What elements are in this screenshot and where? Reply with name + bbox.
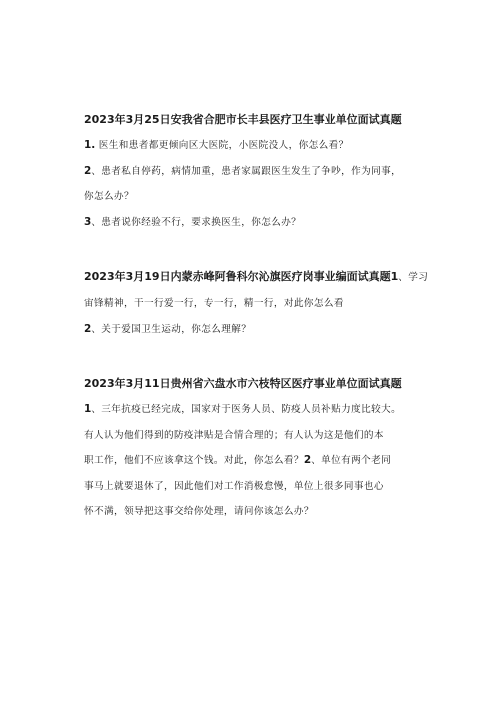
- question-text: 、三年抗疫已经完成，国家对于医务人员、防疫人员补贴力度比较大。: [91, 404, 402, 415]
- question-text: 事马上就要退休了，因此他们对工作消极怠慢，单位上很多同事也心: [84, 480, 384, 492]
- question-text: 、关于爱国卫生运动，你怎么理解？: [91, 323, 252, 335]
- question-text: 、患者私自停药，病情加重，患者家属跟医生发生了争吵，作为同事，: [91, 165, 402, 177]
- question-text: 医生和患者都更倾向区大医院，小医院没人，你怎么看？: [95, 140, 349, 151]
- question-line: [84, 397, 424, 423]
- question-text: 、单位有两个老同: [311, 455, 392, 466]
- question-line: [84, 423, 424, 449]
- question-line: [84, 499, 424, 525]
- question-line: [84, 210, 424, 236]
- question-number: 2: [303, 454, 312, 466]
- section-title: 2023年3月19日内蒙赤峰阿鲁科尔沁旗医疗岗事业编面试真题1: [84, 270, 399, 283]
- question-number: 1: [84, 403, 92, 415]
- question-text: 你怎么办？: [84, 191, 134, 202]
- section-title: 2023年3月25日安我省合肥市长丰县医疗卫生事业单位面试真题: [84, 113, 402, 126]
- section-title-line: [84, 267, 429, 287]
- exam-section-hefei: [84, 110, 424, 235]
- exam-section-chifeng: [84, 267, 429, 342]
- question-text: 有人认为他们得到的防疫津贴是合情合理的；有人认为这是他们的本: [84, 429, 384, 441]
- question-line: [84, 474, 424, 500]
- question-text: 宙锋精神，干一行爱一行，专一行，精一行，对此你怎么看: [84, 298, 344, 309]
- question-line: [84, 291, 424, 317]
- question-line: [84, 448, 424, 474]
- question-number: 2: [84, 322, 92, 335]
- exam-section-liupanshui: [84, 374, 424, 525]
- question-line: [84, 317, 424, 343]
- section-title: 2023年3月11日贵州省六盘水市六枝特区医疗事业单位面试真题: [84, 377, 402, 390]
- question-text: 职工作，他们不应该拿这个钱。对此，你怎么看？: [84, 455, 304, 466]
- question-text: 、患者说你经验不行，要求换医生，你怎么办？: [91, 216, 302, 228]
- question-number: 1.: [84, 139, 96, 151]
- question-line: [84, 159, 424, 185]
- question-line: [84, 184, 424, 210]
- question-line: [84, 133, 424, 159]
- question-text: 、学习: [398, 272, 429, 283]
- question-number: 3: [84, 215, 92, 228]
- question-number: 2: [84, 164, 92, 177]
- document-page: [84, 110, 429, 547]
- question-text: 怀不满，领导把这事交给你处理，请问你该怎么办？: [84, 506, 314, 517]
